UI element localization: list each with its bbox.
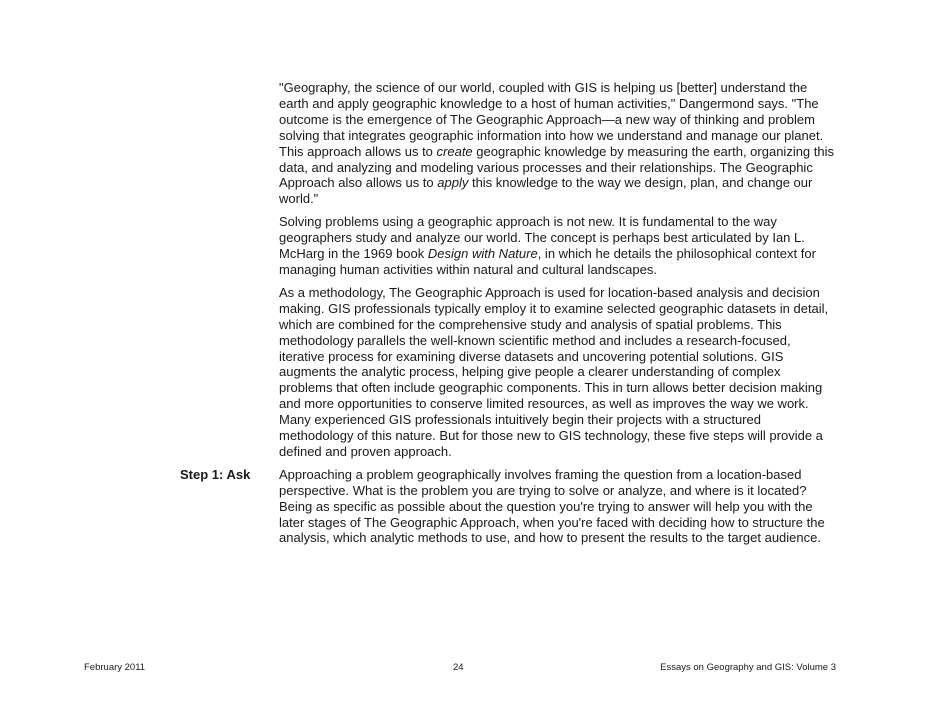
methodology-paragraph: As a methodology, The Geographic Approach is used for location-based analysis and decision making. GIS professionals typically employ it to examine selected geographic datasets in detail, which are combined for the comprehensive study and analysis of spatial problems. This methodology parallels the well-known scientific method and includes a research-focused, iterative process for examining diverse datasets and uncovering potential solutions. GIS augments the analytic process, helping give people a clearer understanding of complex problems that often include geographic components. This in turn allows better decision making and more opportunities to conserve limited resources, as well as improves the way we work. Many experienced GIS professionals intuitively begin their projects with a structured methodology of this nature. But for those new to GIS technology, these five steps will provide a defined and proven approach. xyxy=(279,284,829,459)
body-text-column xyxy=(180,80,835,553)
quote-paragraph xyxy=(279,80,834,207)
quote-text-part-1: "Geography, the science of our world, coupled with GIS is helping us [better] understand the earth and apply geographic knowledge to a host of human activities," Dangermond says. "The outcome is the emergence of The Geographic Approach—a new way of thinking and problem solving that integrates geographic information into how we understand and manage our planet. This approach allows us to xyxy=(279,80,824,159)
footer-date: February 2011 xyxy=(84,662,146,673)
history-text-part-2: , in which he details the philosophical context for managing human activities within natural and cultural landscapes. xyxy=(279,246,816,277)
emphasis-apply: apply xyxy=(437,175,469,191)
book-title: Design with Nature xyxy=(427,246,538,262)
step-1-section xyxy=(180,466,834,547)
footer-publication-title: Essays on Geography and GIS: Volume 3 xyxy=(660,662,836,673)
history-text-part-1: Solving problems using a geographic approach is not new. It is fundamental to the way geographers study and analyze our world. The concept is perhaps best articulated by Ian L. McHarg in the 1969 book xyxy=(279,214,805,262)
footer-page-number: 24 xyxy=(453,662,464,673)
step-1-heading: Step 1: Ask xyxy=(180,466,251,482)
emphasis-create: create xyxy=(436,143,473,159)
quote-text-part-2: geographic knowledge by measuring the earth, organizing this data, and analyzing and modeling various processes and their relationships. The Geographic Approach also allows us to xyxy=(279,143,835,191)
step-1-paragraph: Approaching a problem geographically involves framing the question from a location-based perspective. What is the problem you are trying to solve or analyze, and where is it located? Being as specific as possible about the question you're trying to answer will help you with the later stages of The Geographic Approach, when you're faced with deciding how to structure the analysis, which analytic methods to use, and how to present the results to the target audience. xyxy=(279,466,825,546)
quote-text-part-3: this knowledge to the way we design, plan, and change our world." xyxy=(279,175,813,207)
history-paragraph xyxy=(279,214,834,278)
